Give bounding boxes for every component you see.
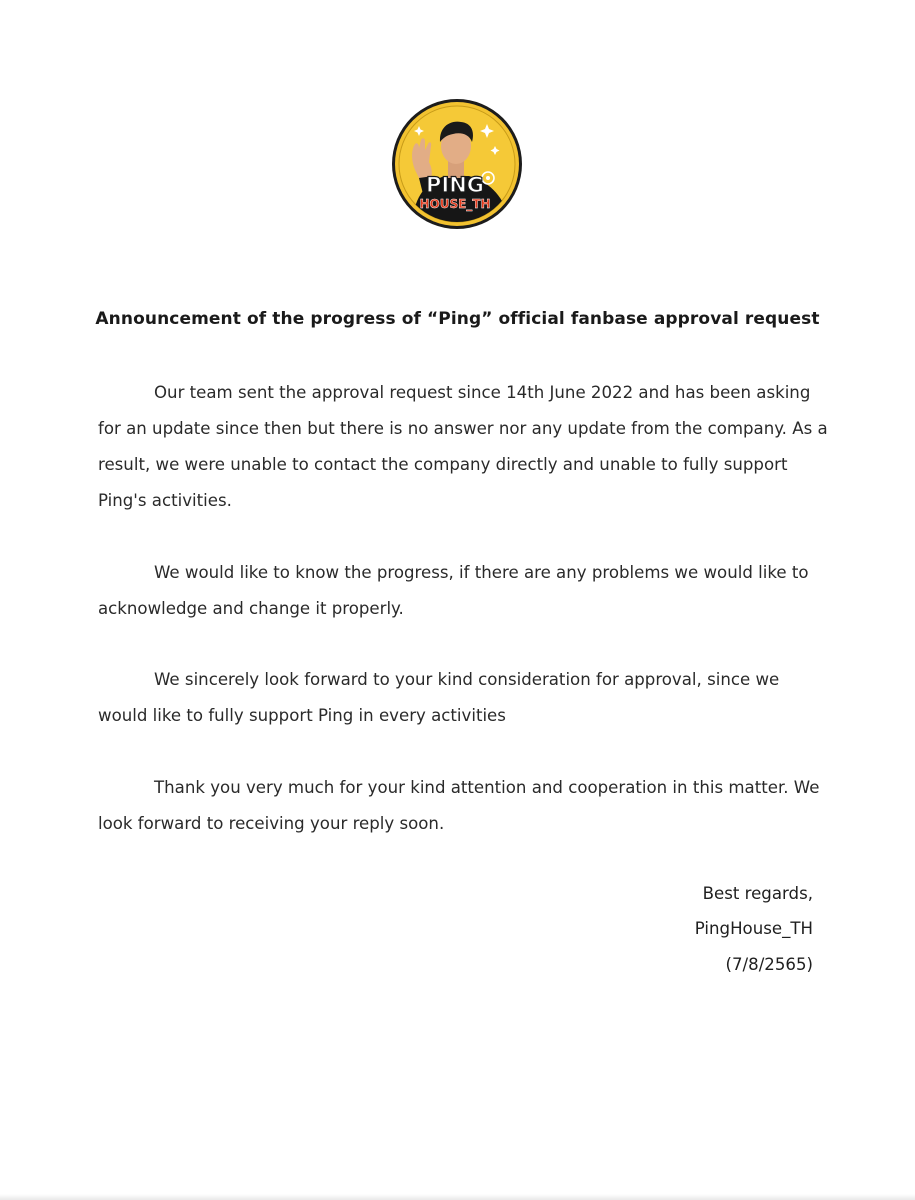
paragraph-3: [98, 662, 828, 734]
paragraph-3-text: We sincerely look forward to your kind consideration for approval, since we would like to fully support Ping in every activities: [98, 670, 780, 725]
paragraph-1-text: Our team sent the approval request since 14th June 2022 and has been asking for an update since then but there is no answer nor any update from the company. As a result, we were unable to contact the company directly and unable to fully support Ping's activities.: [98, 383, 828, 510]
pinghouse-logo: [391, 98, 523, 230]
paragraph-2-text: We would like to know the progress, if there are any problems we would like to acknowledge and change it properly.: [98, 563, 809, 618]
logo-image: [391, 98, 523, 230]
logo-text-bottom: HOUSE_TH: [419, 197, 491, 211]
announcement-title: Announcement of the progress of “Ping” official fanbase approval request: [95, 309, 820, 329]
page-bottom-edge: [0, 1194, 915, 1200]
logo-text-top: PING: [425, 173, 485, 197]
paragraph-1: [98, 375, 828, 519]
signature-date: (7/8/2565): [725, 955, 813, 974]
paragraph-2: [98, 555, 828, 627]
signature-name: PingHouse_TH: [694, 919, 813, 938]
closing-line: Best regards,: [702, 884, 813, 903]
paragraph-4: [98, 770, 828, 842]
paragraph-4-text: Thank you very much for your kind attention and cooperation in this matter. We look forward to receiving your reply soon.: [98, 778, 820, 833]
